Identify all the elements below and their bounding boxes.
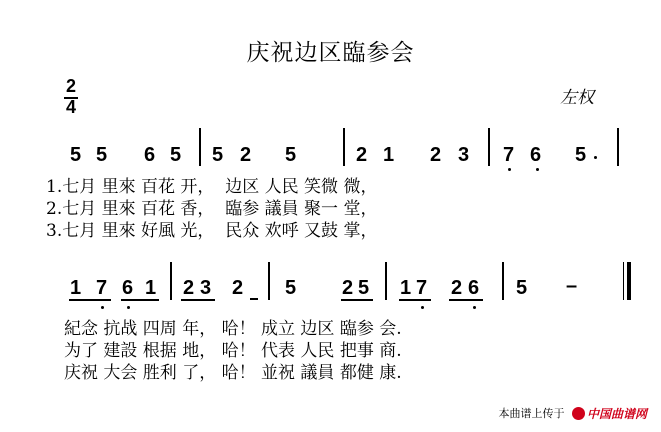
note: 7 xyxy=(503,144,515,166)
note: 2 xyxy=(240,144,252,166)
note: 5 xyxy=(516,277,528,299)
lyric-verse-1: 紀念 抗战 四周 年， 哈！ 成立 边区 臨参 会. xyxy=(64,319,402,339)
note: 5 xyxy=(170,144,182,166)
note: 2 xyxy=(451,277,463,299)
note: 5 xyxy=(70,144,82,166)
logo-text: 中国曲谱网 xyxy=(586,407,647,421)
composer: 左权 xyxy=(560,88,594,108)
lyric-verse-3: 庆祝 大会 胜利 了， 哈！ 並祝 議員 都健 康. xyxy=(64,363,402,383)
note: 3 xyxy=(458,144,470,166)
note: 5 xyxy=(212,144,224,166)
lyric-verse-1: 1.七月 里來 百花 开， 边区 人民 笑微 微， xyxy=(46,177,378,197)
note: 7 xyxy=(416,277,428,299)
note: 5 xyxy=(96,144,108,166)
barline xyxy=(488,128,490,166)
footer-credit xyxy=(498,405,647,423)
barline xyxy=(170,262,172,300)
beam-underline xyxy=(69,299,111,301)
final-barline-thin xyxy=(623,262,624,300)
barline xyxy=(385,262,387,300)
barline xyxy=(199,128,201,166)
note: 5 xyxy=(285,144,297,166)
note: 6 xyxy=(144,144,156,166)
barline xyxy=(268,262,270,300)
note: 6 xyxy=(468,277,480,299)
barline xyxy=(343,128,345,166)
note: 3 xyxy=(200,277,212,299)
barline xyxy=(617,128,619,166)
note: 5 xyxy=(575,144,587,166)
beam-underline xyxy=(449,299,483,301)
low-octave-dot xyxy=(473,306,476,309)
extension-dash xyxy=(250,298,258,300)
note: 5 xyxy=(358,277,370,299)
note: 7 xyxy=(96,277,108,299)
augmentation-dot xyxy=(594,156,597,159)
note: 2 xyxy=(342,277,354,299)
low-octave-dot xyxy=(508,168,511,171)
beam-underline xyxy=(121,299,159,301)
note: 2 xyxy=(430,144,442,166)
beam-underline xyxy=(341,299,373,301)
low-octave-dot xyxy=(101,306,104,309)
final-barline-thick xyxy=(627,262,631,300)
site-logo[interactable] xyxy=(572,405,647,422)
lyric-verse-2: 为了 建設 根据 地， 哈！ 代表 人民 把事 商. xyxy=(64,341,402,361)
lyrics-block-1 xyxy=(46,176,378,264)
note: 2 xyxy=(356,144,368,166)
logo-icon xyxy=(572,407,585,420)
barline xyxy=(502,262,504,300)
song-title: 庆祝边区臨参会 xyxy=(246,40,415,66)
lyrics-block-2 xyxy=(64,318,402,406)
note: 2 xyxy=(183,277,195,299)
note: 6 xyxy=(530,144,542,166)
lyric-verse-3: 3.七月 里來 好風 光， 民众 欢呼 又鼓 掌， xyxy=(46,221,378,241)
time-signature-denominator: 4 xyxy=(66,97,77,117)
note: 1 xyxy=(383,144,395,166)
time-signature-numerator: 2 xyxy=(66,76,77,96)
note: 1 xyxy=(145,277,157,299)
note: 6 xyxy=(122,277,134,299)
low-octave-dot xyxy=(127,306,130,309)
low-octave-dot xyxy=(421,306,424,309)
beam-underline xyxy=(181,299,215,301)
note: 1 xyxy=(70,277,82,299)
lyric-verse-2: 2.七月 里來 百花 香， 臨参 議員 聚一 堂， xyxy=(46,199,378,219)
note: 2 xyxy=(232,277,244,299)
beam-underline xyxy=(399,299,431,301)
note: 1 xyxy=(400,277,412,299)
footer-text: 本曲谱上传于 xyxy=(498,406,565,420)
note: – xyxy=(566,275,578,297)
low-octave-dot xyxy=(536,168,539,171)
note: 5 xyxy=(285,277,297,299)
